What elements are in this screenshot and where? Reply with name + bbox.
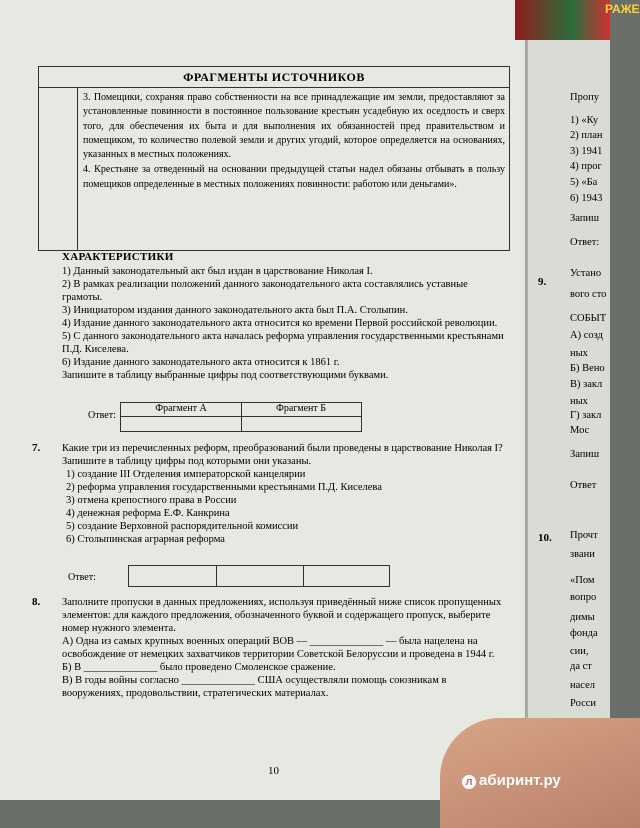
book-spine bbox=[515, 0, 640, 40]
right-page-line: Б) Вено bbox=[570, 363, 605, 374]
right-page-line: Запиш bbox=[570, 449, 600, 460]
table-divider bbox=[77, 88, 78, 250]
grid-divider bbox=[303, 566, 304, 586]
q8-block bbox=[62, 596, 507, 700]
list-item: 3) Инициатором издания данного законодательного акта был П.А. Столыпин. bbox=[62, 305, 408, 316]
right-page-line: ных bbox=[570, 348, 588, 359]
q8-item-b: Б) В ______________ было проведено Смоленское сражение. bbox=[62, 662, 336, 673]
paragraph-4: 4. Крестьяне за отведенный на основании предыдущей статьи надел обязаны отбывать в пользу помещиков определенные в местных положениях повинности: работою или деньгами». bbox=[83, 164, 505, 190]
list-item: 4) Издание данного законодательного акта относится ко времени Первой российской революции. bbox=[62, 318, 498, 329]
answer-label: Ответ: bbox=[88, 410, 116, 421]
table-text bbox=[83, 91, 505, 193]
right-page-line: вопро bbox=[570, 592, 597, 603]
right-page-line: «Пом bbox=[570, 575, 595, 586]
right-page-line: 4) прог bbox=[570, 161, 602, 172]
right-page-line: Ответ bbox=[570, 480, 597, 491]
right-page-line: Пропу bbox=[570, 92, 599, 103]
list-item: 3) отмена крепостного права в России bbox=[66, 495, 237, 506]
watermark-icon: л bbox=[462, 775, 476, 789]
right-page-line: СОБЫТ bbox=[570, 313, 607, 324]
q8-item-a: А) Одна из самых крупных военных операций ВОВ — ______________ — была нацелена на освобождение от немецких захватчиков территории Советской Белоруссии и проведена в 1944 г. bbox=[62, 636, 495, 660]
paragraph-3: 3. Помещики, сохраняя право собственности на все принадлежащие им земли, предоставляют за установленные повинности в постоянное пользование крестьян усадебную их оседлость и сверх того, для обеспечения их быта и для выполнения их обязанностей пред правительством и помещиком, то количество полевой земли и других угодий, которое определяется на основаниях, указанных в местных положениях. bbox=[83, 92, 505, 161]
right-page-line: насел bbox=[570, 680, 595, 691]
list-item: 1) создание III Отделения императорской канцелярии bbox=[66, 469, 306, 480]
answer-grid-1[interactable] bbox=[120, 402, 362, 432]
right-page-line: ных bbox=[570, 396, 588, 407]
right-page-line: 3) 1941 bbox=[570, 146, 603, 157]
right-page bbox=[528, 0, 610, 800]
book-spine-text: РАЖЕ bbox=[605, 2, 640, 16]
right-page-line: 6) 1943 bbox=[570, 193, 603, 204]
right-page-question-number: 9. bbox=[538, 276, 547, 288]
list-item: 2) реформа управления государственными крестьянами П.Д. Киселева bbox=[66, 482, 382, 493]
list-item: 5) С данного законодательного акта началась реформа управления государственными крестьянами П.Д. Киселева. bbox=[62, 331, 504, 355]
list-item: 4) денежная реформа Е.Ф. Канкрина bbox=[66, 508, 230, 519]
right-page-line: 2) план bbox=[570, 130, 603, 141]
right-page-line: димы bbox=[570, 612, 595, 623]
list-item: 5) создание Верховной распорядительной комиссии bbox=[66, 521, 299, 532]
right-page-line: да ст bbox=[570, 661, 592, 672]
right-page-line: звани bbox=[570, 549, 595, 560]
right-page-line: А) созд bbox=[570, 330, 603, 341]
question-number: 7. bbox=[32, 442, 41, 454]
right-page-question-number: 10. bbox=[538, 532, 552, 544]
list-item: 6) Издание данного законодательного акта относится к 1861 г. bbox=[62, 357, 340, 368]
instruction: Запишите в таблицу выбранные цифры под соответствующими буквами. bbox=[62, 370, 389, 381]
right-page-line: Устано bbox=[570, 268, 602, 279]
right-page-line: Мос bbox=[570, 425, 590, 436]
grid-divider bbox=[216, 566, 217, 586]
page-number: 10 bbox=[268, 765, 279, 777]
characteristics-heading: ХАРАКТЕРИСТИКИ bbox=[62, 251, 174, 263]
table-header: ФРАГМЕНТЫ ИСТОЧНИКОВ bbox=[39, 67, 509, 88]
list-item: 1) Данный законодательный акт был издан в царствование Николая I. bbox=[62, 266, 373, 277]
q7-list bbox=[66, 468, 507, 546]
right-page-line: Росси bbox=[570, 698, 597, 709]
right-page-line: 5) «Ба bbox=[570, 177, 598, 188]
q8-question: Заполните пропуски в данных предложениях, используя приведённый ниже список пропущенных элементов: для каждого предложения, обозначенного буквой и содержащего пропуск, выберите номер нужного элемента. bbox=[62, 597, 502, 634]
col-b-label: Фрагмент Б bbox=[241, 403, 361, 417]
list-item: 2) В рамках реализации положений данного законодательного акта составлялись уставные грамоты. bbox=[62, 279, 468, 303]
q7-question: Какие три из перечисленных реформ, преобразований были проведены в царствование Николая I? Запишите в таблицу цифры под которыми они указаны. bbox=[62, 443, 503, 467]
question-number: 8. bbox=[32, 596, 41, 608]
right-page-line: Прочт bbox=[570, 530, 598, 541]
watermark bbox=[462, 772, 561, 789]
right-page-line: вого сто bbox=[570, 289, 607, 300]
right-page-line: 1) «Ку bbox=[570, 115, 599, 126]
q7-block bbox=[62, 442, 507, 546]
right-page-line: сии, bbox=[570, 646, 589, 657]
q8-item-c: В) В годы войны согласно ______________ США осуществляли помощь союзникам в вооружениях, продовольствии, стратегических материалах. bbox=[62, 675, 447, 699]
right-page-line: Ответ: bbox=[570, 237, 600, 248]
watermark-text: абиринт.ру bbox=[479, 772, 561, 789]
answer-grid-2[interactable] bbox=[128, 565, 390, 587]
col-a-label: Фрагмент А bbox=[121, 403, 241, 417]
right-page-line: Запиш bbox=[570, 213, 600, 224]
right-page-line: фонда bbox=[570, 628, 598, 639]
characteristics-list bbox=[62, 265, 507, 382]
list-item: 6) Столыпинская аграрная реформа bbox=[66, 534, 225, 545]
sources-table bbox=[38, 66, 510, 251]
right-page-line: Г) закл bbox=[570, 410, 602, 421]
right-page-line: В) закл bbox=[570, 379, 603, 390]
q7-answer-label: Ответ: bbox=[68, 572, 96, 583]
